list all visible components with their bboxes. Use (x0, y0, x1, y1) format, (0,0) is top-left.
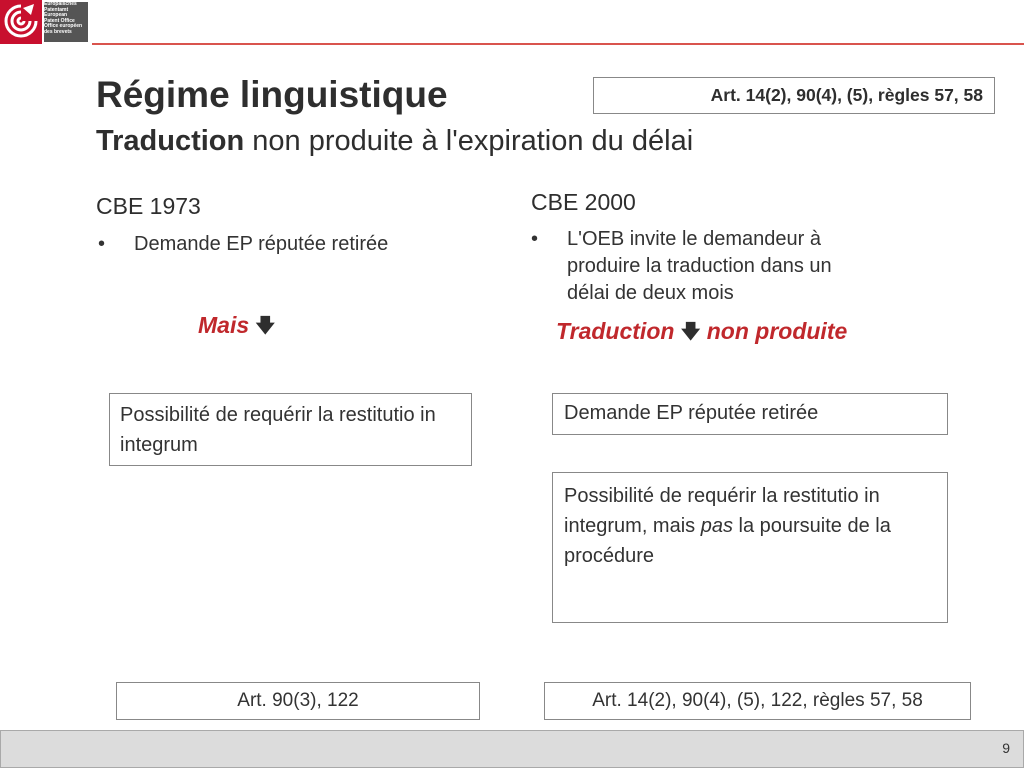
logo-line: Office européen (44, 23, 83, 30)
connector-text: non produite (706, 318, 848, 344)
left-column-heading: CBE 1973 (96, 193, 201, 219)
logo-line: des brevets (44, 28, 72, 35)
left-column-bullet (98, 231, 478, 259)
box-text: Possibilité de requérir la restitutio in integrum, mais (564, 485, 880, 537)
bullet-line: délai de deux mois (567, 282, 734, 304)
down-arrow-icon: 🡇 (680, 322, 701, 343)
box-emphasis: pas (700, 515, 733, 537)
subtitle-rest: non produite à l'expiration du délai (244, 125, 694, 157)
down-arrow-icon: 🡇 (255, 316, 276, 337)
left-connector (198, 311, 275, 341)
left-article-box: Art. 90(3), 122 (116, 682, 480, 720)
bullet-dot-icon: • (98, 233, 106, 255)
right-connector (556, 317, 847, 347)
right-article-box: Art. 14(2), 90(4), (5), 122, règles 57, 58 (544, 682, 971, 720)
right-outcome-box: Demande EP réputée retirée (552, 393, 948, 435)
epo-logo-mark-icon (0, 0, 42, 44)
header-divider (92, 43, 1024, 45)
connector-text: Traduction (556, 318, 675, 344)
right-restitutio-box (552, 472, 948, 623)
bullet-line: produire la traduction dans un (567, 255, 832, 277)
subtitle-bold: Traduction (96, 125, 245, 157)
box-text: la poursuite de la procédure (564, 515, 891, 567)
logo-line: Patent Office (44, 17, 75, 24)
slide-title: Régime linguistique (96, 74, 448, 115)
epo-logo-text (44, 2, 88, 42)
right-column-bullet (531, 226, 951, 310)
bullet-text: Demande EP réputée retirée (134, 233, 389, 255)
bullet-dot-icon: • (531, 228, 539, 250)
epo-logo (0, 0, 88, 44)
logo-line: Europäisches (44, 1, 77, 7)
left-outcome-box: Possibilité de requérir la restitutio in integrum (109, 393, 472, 466)
bullet-line: L'OEB invite le demandeur à (567, 228, 821, 250)
slide-subtitle (96, 123, 693, 159)
page-number: 9 (1002, 740, 1010, 756)
right-column-heading: CBE 2000 (531, 189, 636, 215)
footer-bar (0, 730, 1024, 768)
logo-line: Patentamt (44, 6, 69, 13)
reference-box: Art. 14(2), 90(4), (5), règles 57, 58 (593, 77, 995, 114)
logo-line: European (44, 12, 68, 19)
connector-text: Mais (198, 312, 250, 338)
